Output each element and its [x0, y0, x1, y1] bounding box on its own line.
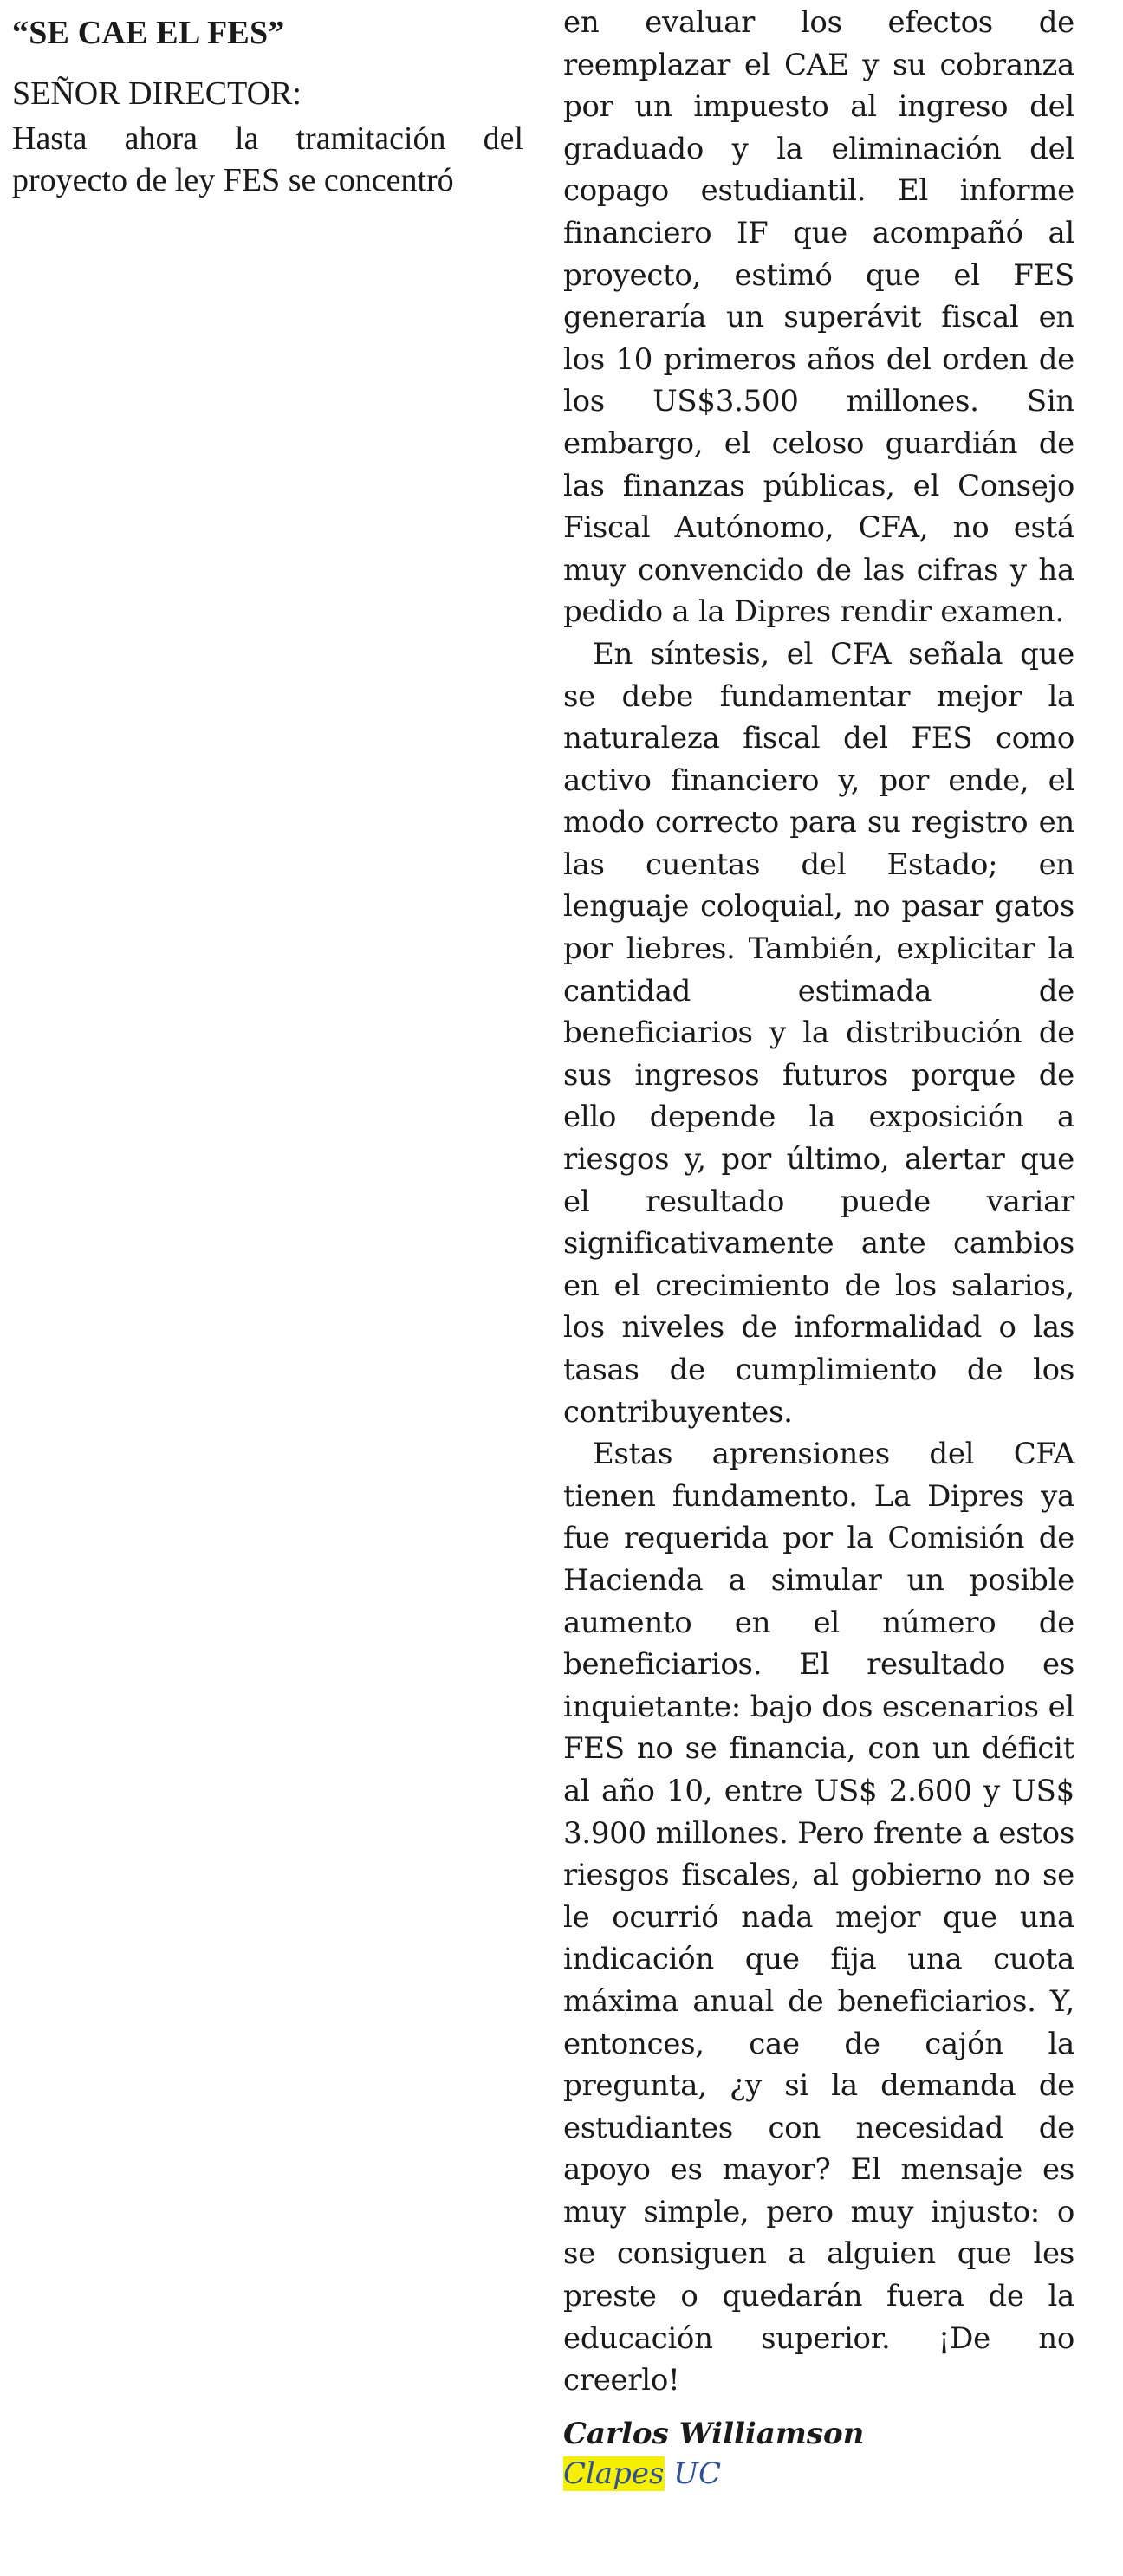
author-name: Carlos Williamson [563, 2416, 865, 2451]
affiliation-rest: UC [664, 2456, 721, 2491]
letter-headline: “SE CAE EL FES” [12, 15, 285, 51]
intro-text: Hasta ahora la tramitación del proyecto de ley FES se concentró [12, 120, 523, 198]
paragraph-3: Estas aprensiones del CFA tienen fundamento. La Dipres ya fue requerida por la Comisión de Hacienda a simular un posible aumento en el número de beneficiarios. El resultado es inquietante: bajo dos escenarios el FES no se financia, con un déficit al año 10, entre US$ 2.600 y US$ 3.900 millones. Pero frente a estos riesgos fiscales, al gobierno no se le ocurrió nada mejor que una indicación que fija una cuota máxima anual de beneficiarios. Y, entonces, cae de cajón la pregunta, ¿y si la demanda de estudiantes con necesidad de apoyo es mayor? El mensaje es muy simple, pero muy injusto: o se consiguen a alguien que les preste o quedarán fuera de la educación superior. ¡De no creerlo! [563, 1437, 1074, 2398]
right-column [563, 2, 1074, 2494]
signature [563, 2414, 1074, 2494]
salutation: SEÑOR DIRECTOR: [12, 75, 302, 112]
author-affiliation [563, 2454, 1074, 2494]
affiliation-highlight: Clapes [563, 2456, 665, 2491]
paragraph-2: En síntesis, el CFA señala que se debe fundamentar mejor la naturaleza fiscal del FES como activo financiero y, por ende, el modo correcto para su registro en las cuentas del Estado; en lenguaje coloquial, no pasar gatos por liebres. También, explicitar la cantidad estimada de beneficiarios y la distribución de sus ingresos futuros porque de ello depende la exposición a riesgos y, por último, alertar que el resultado puede variar significativamente ante cambios en el crecimiento de los salarios, los niveles de informalidad o las tasas de cumplimiento de los contribuyentes. [563, 636, 1074, 1430]
left-column [12, 12, 523, 201]
paragraph-1: en evaluar los efectos de reemplazar el CAE y su cobranza por un impuesto al ingreso del graduado y la eliminación del copago estudiantil. El informe financiero IF que acompañó al proyecto, estimó que el FES generaría un superávit fiscal en los 10 primeros años del orden de los US$3.500 millones. Sin embargo, el celoso guardián de las finanzas públicas, el Consejo Fiscal Autónomo, CFA, no está muy convencido de las cifras y ha pedido a la Dipres rendir examen. [563, 5, 1074, 630]
